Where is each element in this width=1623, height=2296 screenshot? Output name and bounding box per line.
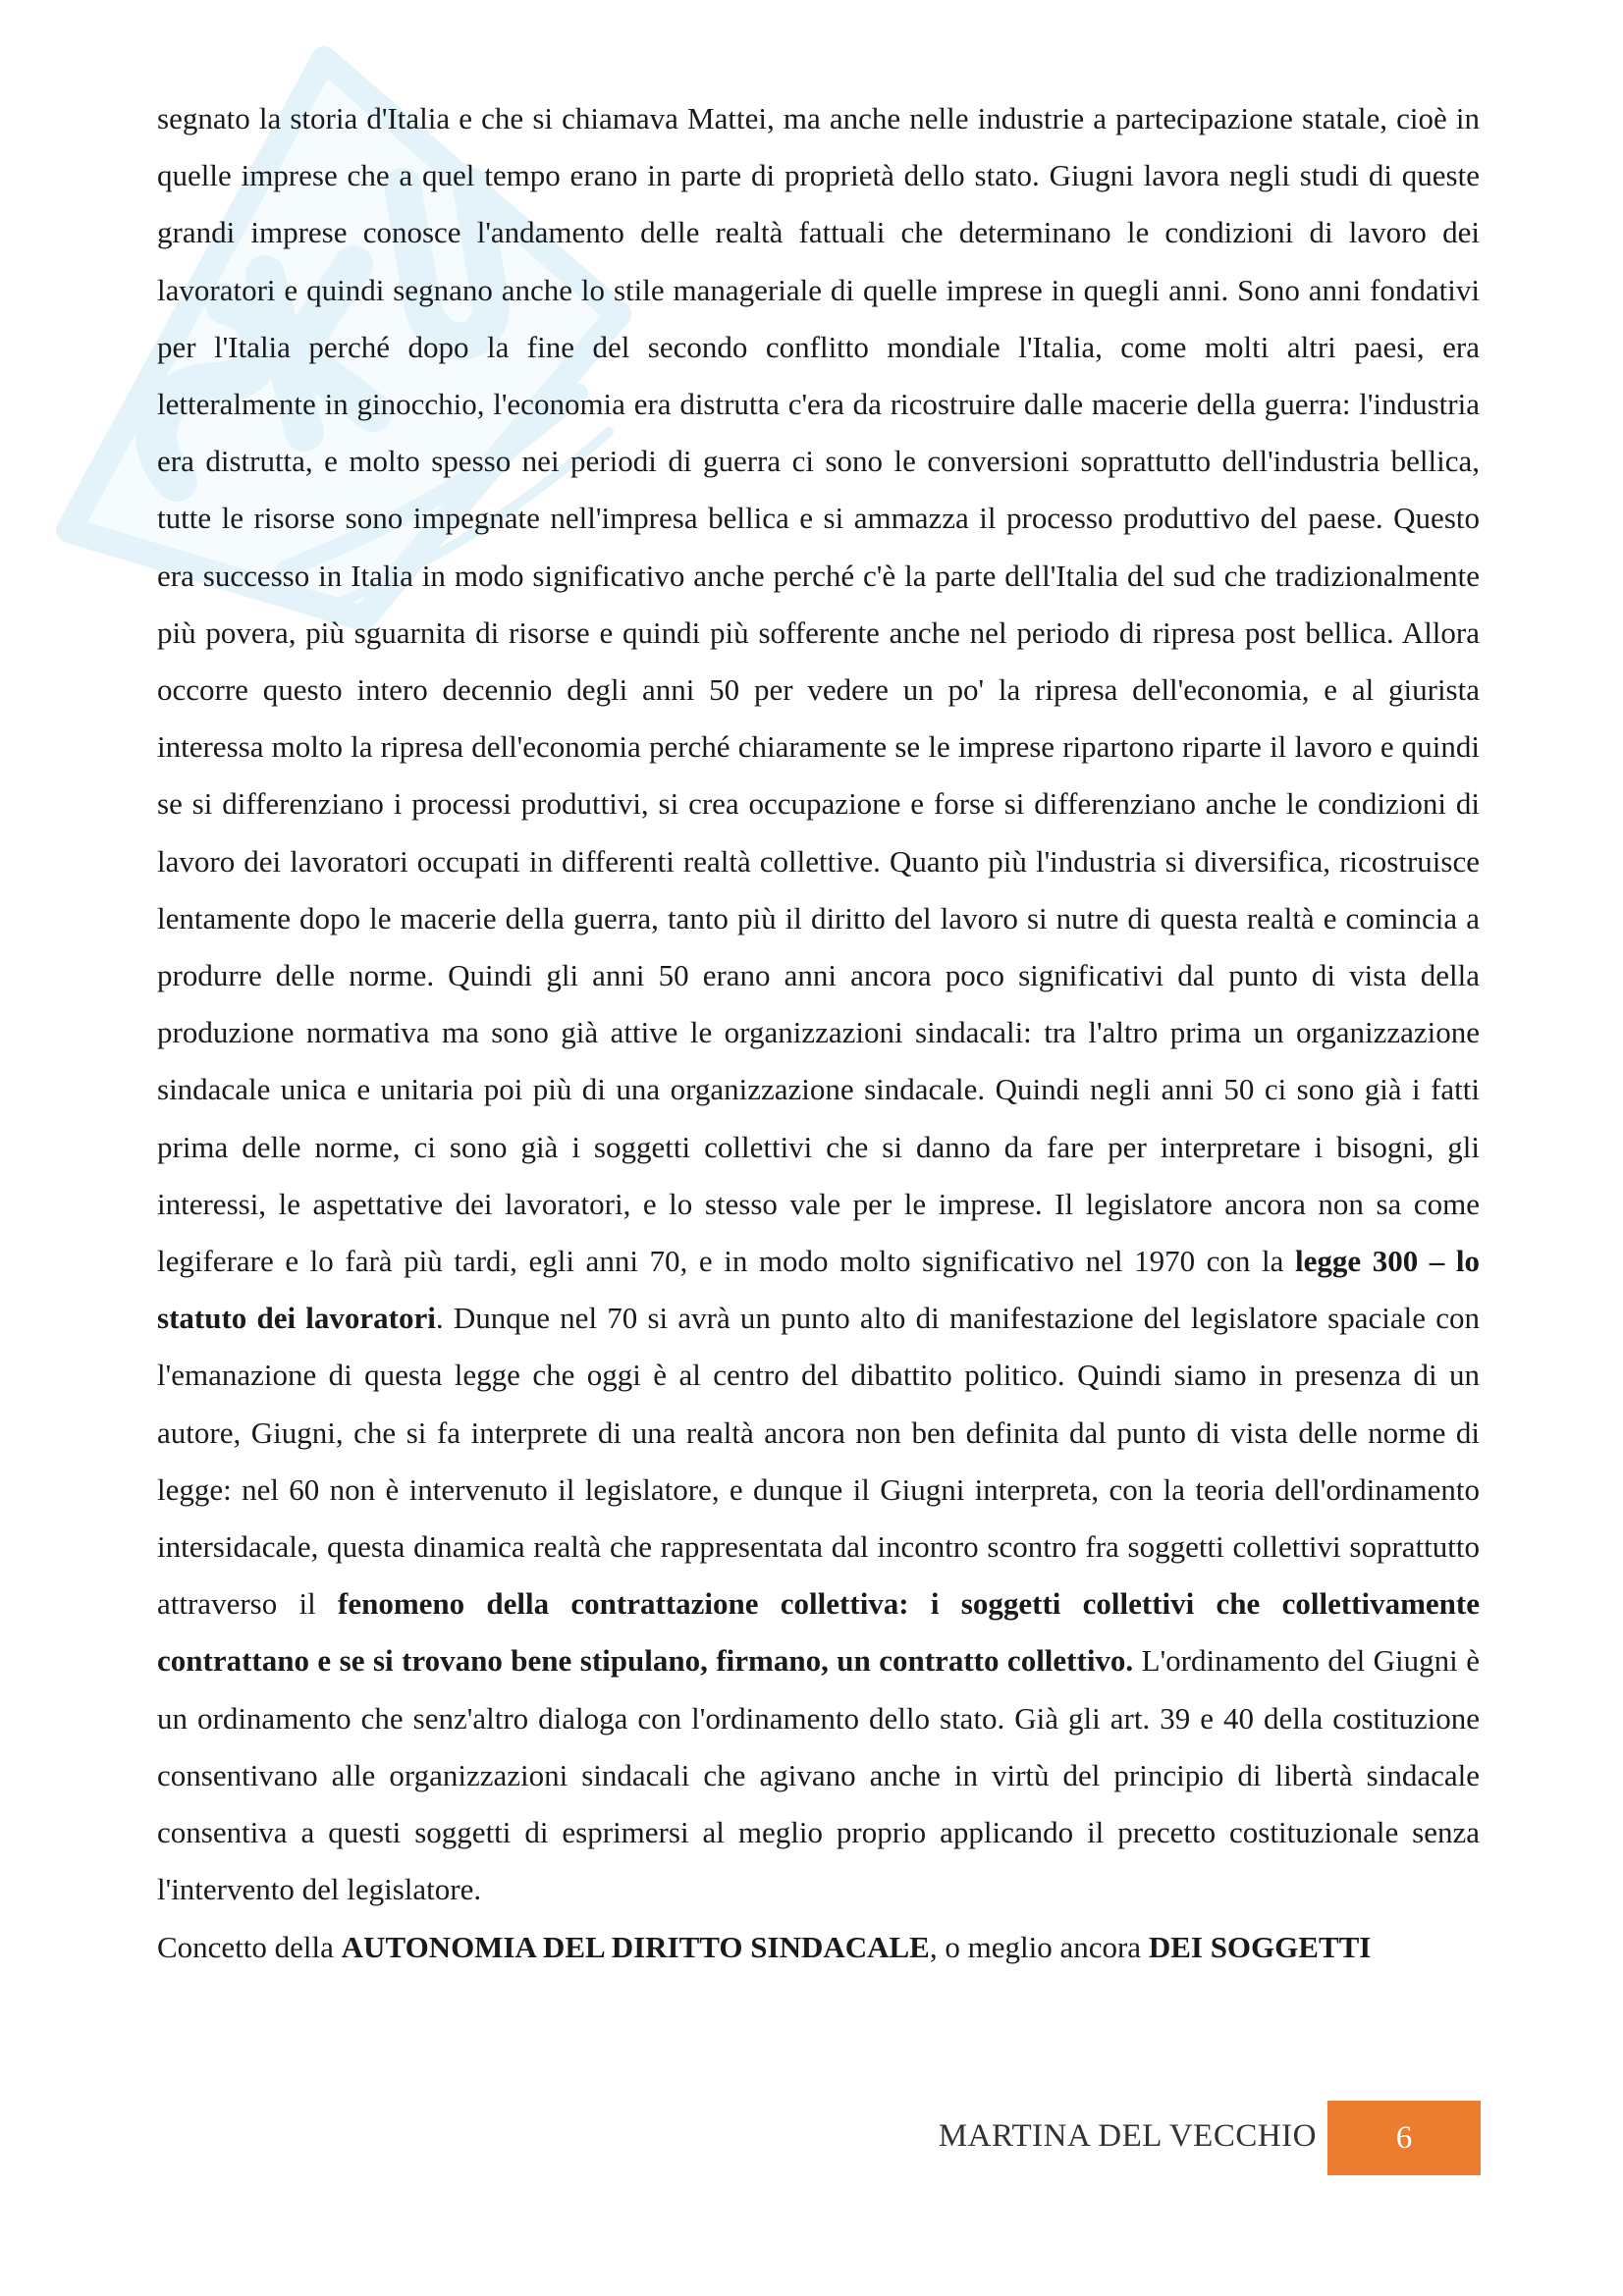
page-number: 6 bbox=[1395, 2119, 1413, 2156]
bold-text-run: legge 300 – lo statuto dei lavoratori bbox=[157, 1244, 1481, 1336]
text-run: Concetto della bbox=[157, 1929, 342, 1964]
text-run: L'ordinamento del Giugni è un ordinamento che senz'altro dialoga con l'ordinamento dello stato. Già gli art. 39 e 40 della costituzione consentivano alle organizzazioni sindacali che agivano anche in virtù del principio di libertà sindacale consentiva a questi soggetti di esprimersi al meglio proprio applicando il precetto costituzionale senza l'intervento del legislatore. bbox=[157, 1643, 1480, 1907]
text-run: . Dunque nel 70 si avrà un punto alto di manifestazione del legislatore spaciale con l'emanazione di questa legge che oggi è al centro del dibattito politico. Quindi siamo in presenza di un autore, Giugni, che si fa interprete di una realtà ancora non ben definita dal punto di vista delle norme di legge: nel 60 non è intervenuto il legislatore, e dunque il Giugni interpreta, con la teoria dell'ordinamento intersidacale, questa dinamica realtà che rappresentata dal incontro scontro fra soggetti collettivi soprattutto attraverso il bbox=[157, 1301, 1480, 1622]
text-run: , o meglio ancora bbox=[929, 1929, 1149, 1964]
page-footer bbox=[0, 2101, 1623, 2175]
text-run: segnato la storia d'Italia e che si chiamava Mattei, ma anche nelle industrie a partecipazione statale, cioè in quelle imprese che a quel tempo erano in parte di proprietà dello stato. Giugni lavora negli studi di queste grandi imprese conosce l'andamento delle realtà fattuali che determinano le condizioni di lavoro dei lavoratori e quindi segnano anche lo stile manageriale di quelle imprese in quegli anni. Sono anni fondativi per l'Italia perché dopo la fine del secondo conflitto mondiale l'Italia, come molti altri paesi, era letteralmente in ginocchio, l'economia era distrutta c'era da ricostruire dalle macerie della guerra: l'industria era distrutta, e molto spesso nei periodi di guerra ci sono le conversioni soprattutto dell'industria bellica, tutte le risorse sono impegnate nell'impresa bellica e si ammazza il processo produttivo del paese. Questo era successo in Italia in modo significativo anche perché c'è la parte dell'Italia del sud che tradizionalmente più povera, più sguarnita di risorse e quindi più sofferente anche nel periodo di ripresa post bellica. Allora occorre questo intero decennio degli anni 50 per vedere un po' la ripresa dell'economia, e al giurista interessa molto la ripresa dell'economia perché chiaramente se le imprese ripartono riparte il lavoro e quindi se si differenziano i processi produttivi, si crea occupazione e forse si differenziano anche le condizioni di lavoro dei lavoratori occupati in differenti realtà collettive. Quanto più l'industria si diversifica, ricostruisce lentamente dopo le macerie della guerra, tanto più il diritto del lavoro si nutre di questa realtà e comincia a produrre delle norme. Quindi gli anni 50 erano anni ancora poco significativi dal punto di vista della produzione normativa ma sono già attive le organizzazioni sindacali: tra l'altro prima un organizzazione sindacale unica e unitaria poi più di una organizzazione sindacale. Quindi negli anni 50 ci sono già i fatti prima delle norme, ci sono già i soggetti collettivi che si danno da fare per interpretare i bisogni, gli interessi, le aspettative dei lavoratori, e lo stesso vale per le imprese. Il legislatore ancora non sa come legiferare e lo farà più tardi, egli anni 70, e in modo molto significativo nel 1970 con la bbox=[157, 101, 1480, 1279]
document-body bbox=[157, 90, 1480, 1976]
paragraph-main bbox=[157, 90, 1480, 1919]
footer-author: MARTINA DEL VECCHIO bbox=[938, 2118, 1317, 2154]
page-number-badge bbox=[1327, 2101, 1481, 2175]
paragraph-concept bbox=[157, 1919, 1480, 1976]
bold-text-run: fenomeno della contrattazione collettiva: i soggetti collettivi che collettivamente contrattano e se si trovano bene stipulano, firmano, un contratto collettivo. bbox=[157, 1586, 1480, 1679]
bold-text-run: AUTONOMIA DEL DIRITTO SINDACALE bbox=[341, 1929, 930, 1964]
bold-text-run: DEI SOGGETTI bbox=[1148, 1929, 1372, 1964]
